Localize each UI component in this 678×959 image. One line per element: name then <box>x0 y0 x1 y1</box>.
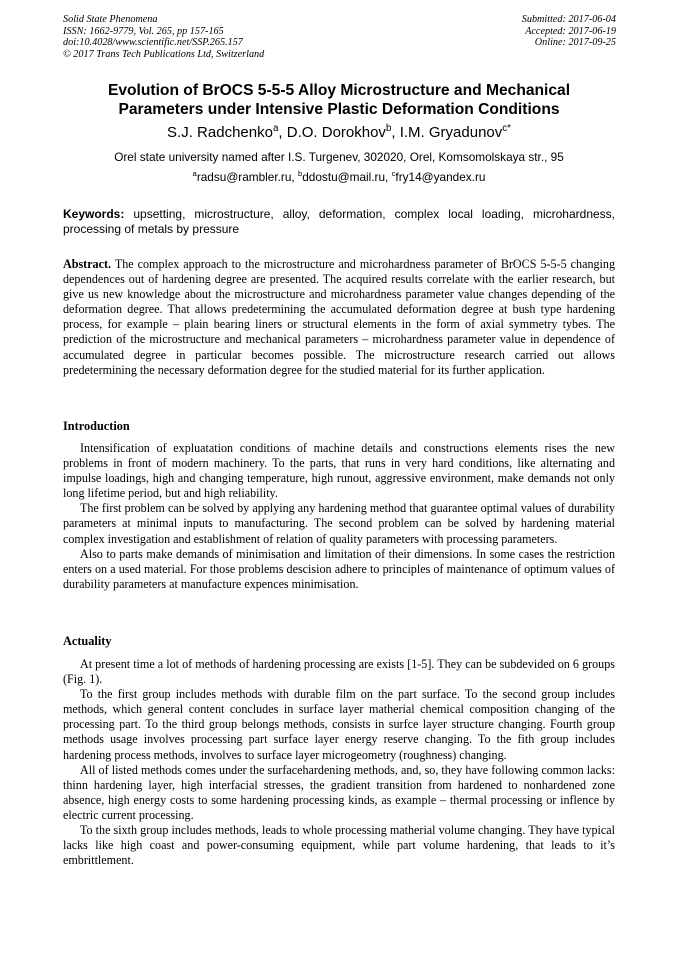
email-2[interactable]: ddostu@mail.ru, <box>302 170 392 184</box>
keywords-label: Keywords: <box>63 207 125 221</box>
author-3-affil: c* <box>502 123 511 134</box>
paper-title <box>63 81 615 119</box>
paragraph: At present time a lot of methods of hardening processing are exists [1-5]. They can be subdevided on 6 groups (Fig. 1). <box>63 657 615 687</box>
paragraph: The first problem can be solved by applying any hardening method that guarantee optimal values of durability parameters at minimal inputs to manufacturing. The second problem can be solved by hardening material complex investigation and establishment of relation of quality parameters with processing parameters. <box>63 501 615 546</box>
actuality-body <box>63 657 615 868</box>
abstract-text: The complex approach to the microstructure and microhardness parameter of BrOCS 5-5-5 changing dependences out of hardening degree are presented. The acquired results correlate with the earlier research, but give us new knowledge about the microstructure and microhardness parameter value changes depending of the deformation degree. That allows predetermining the accumulated deformation degree at bush type hardening process, for example – plain bearing liners or structural elements in the form of axial symmetry tybes. The prediction of the microstructure and mechanical parameters – microhardness parameter value in dependence of accumulated degree in particular becomes possible. The microstructure research carried out allows predetermining the necessary deformation degree for the studied material for its further application. <box>63 257 615 377</box>
journal-name: Solid State Phenomena <box>63 14 158 25</box>
copyright: © 2017 Trans Tech Publications Ltd, Switzerland <box>63 48 265 60</box>
email-3[interactable]: fry14@yandex.ru <box>395 170 486 184</box>
author-3: I.M. Gryadunov <box>399 124 503 141</box>
author-1-affil: a <box>272 123 279 134</box>
abstract <box>63 257 615 378</box>
paragraph: All of listed methods comes under the surfacehardening methods, and, so, they have following common lacks: thinn hardening layer, high interfacial stresses, the gradient transition from hardened to nonhardened zone absence, high energy costs to some hardening processing kinds, as example – thermal processing or inflence by electric current processing. <box>63 762 615 822</box>
paragraph: To the first group includes methods with durable film on the part surface. To the second group includes methods, which general content concludes in surface layer matherial chemical composition changing of the processing part. To the third group belongs methods, consists in surfce layer structure changing. Fourth group methods usage involves processing part surface layer energy reserve changing. To the fith group includes hardening process methods, involves to surface layer microgeometry (roughness) changing. <box>63 687 615 762</box>
affiliation: Orel state university named after I.S. Turgenev, 302020, Orel, Komsomolskaya str., 95 <box>114 150 564 164</box>
title-line-2: Parameters under Intensive Plastic Deformation Conditions <box>118 101 560 118</box>
submitted-date: Submitted: 2017-06-04 <box>521 14 616 25</box>
issn: ISSN: 1662-9779, Vol. 265, pp 157-165 <box>63 25 224 37</box>
author-1: S.J. Radchenko <box>167 124 273 141</box>
introduction-heading: Introduction <box>63 419 130 433</box>
author-emails <box>63 170 615 184</box>
doi: doi:10.4028/www.scientific.net/SSP.265.157 <box>63 37 243 49</box>
abstract-label: Abstract. <box>63 257 112 271</box>
publication-dates <box>522 14 616 49</box>
title-line-1: Evolution of BrOCS 5-5-5 Alloy Microstructure and Mechanical <box>107 82 571 99</box>
introduction-body <box>63 441 615 592</box>
author-separator: , <box>391 124 400 141</box>
authors <box>63 124 615 142</box>
keywords <box>63 207 615 237</box>
paragraph: Also to parts make demands of minimisation and limitation of their dimensions. In some cases the restriction enters on a used material. For those problems descision adhere to principles of maintenance of optimum values of durability parameters at manufacture expences minimisation. <box>63 546 615 591</box>
email-1[interactable]: radsu@rambler.ru, <box>196 170 298 184</box>
email-3-marker: c <box>391 169 396 179</box>
email-2-marker: b <box>297 169 303 179</box>
keywords-text: upsetting, microstructure, alloy, deformation, complex local loading, microhardness, processing of metals by pressure <box>63 207 615 236</box>
paragraph: To the sixth group includes methods, leads to whole processing matherial volume changing. They have typical lacks like high coast and power-consuming equipment, while part volume hardening, that leads to it’s embrittlement. <box>63 823 615 868</box>
author-2: D.O. Dorokhov <box>286 124 386 141</box>
author-separator: , <box>278 124 287 141</box>
email-1-marker: a <box>192 169 197 179</box>
journal-info <box>63 14 264 60</box>
paragraph: Intensification of expluatation conditions of machine details and constructions elements rises the new problems in front of modern machinery. To the parts, that runs in very hard conditions, like alternating and impulse loadings, high and changing temperature, high runout, aggressive environment, make demands not only long lifetime period, but and high reliability. <box>63 441 615 501</box>
accepted-date: Accepted: 2017-06-19 <box>525 25 616 37</box>
online-date: Online: 2017-09-25 <box>534 37 616 49</box>
actuality-heading: Actuality <box>63 634 112 648</box>
author-2-affil: b <box>385 123 392 134</box>
